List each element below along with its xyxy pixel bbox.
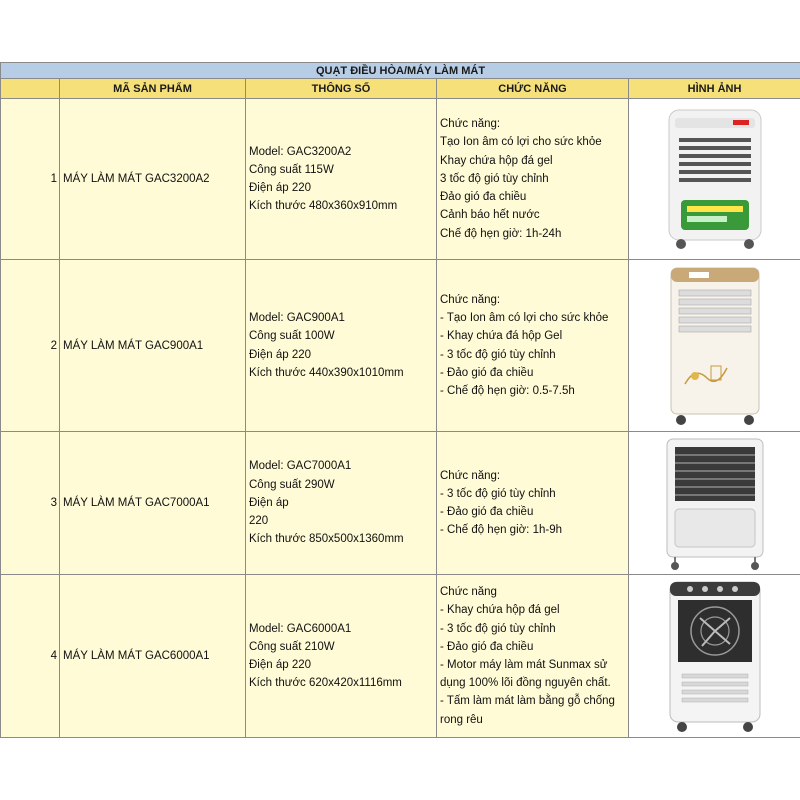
spec-line: Điện áp 220: [249, 659, 312, 671]
feature-line: Chế độ hẹn giờ: 1h-24h: [440, 227, 562, 240]
feature-line: Tạo Ion âm có lợi cho sức khỏe: [440, 136, 602, 149]
spec-line: Kích thước 850x500x1360mm: [249, 533, 404, 546]
table-row: [1, 432, 800, 575]
product-name: MÁY LÀM MÁT GAC6000A1: [60, 575, 246, 738]
spec-line: Điện áp: [249, 496, 289, 509]
feature-line: - Đảo gió đa chiều: [440, 366, 534, 379]
air-cooler-industrial-grille-icon: [655, 435, 775, 571]
header-code: MÃ SẢN PHẨM: [60, 79, 246, 99]
spec-line: Công suất 100W: [249, 330, 335, 343]
product-image-cell: [629, 432, 800, 575]
product-name: MÁY LÀM MÁT GAC3200A2: [60, 99, 246, 260]
spec-line: Công suất 115W: [249, 163, 334, 176]
spec-line: Công suất 210W: [249, 640, 335, 653]
product-name: MÁY LÀM MÁT GAC7000A1: [60, 432, 246, 575]
feature-line: Chức năng:: [440, 469, 501, 482]
row-index: 3: [1, 432, 60, 575]
feature-line: Khay chứa hộp đá gel: [440, 154, 553, 167]
feature-line: - Motor máy làm mát Sunmax sử dụng 100% lõi đồng nguyên chất.: [440, 659, 611, 690]
product-image-cell: [629, 260, 800, 432]
spec-line: 220: [249, 515, 269, 528]
feature-line: Chức năng:: [440, 293, 501, 306]
feature-line: Chức năng: [440, 586, 497, 599]
spec-line: Model: GAC900A1: [249, 312, 345, 325]
spec-line: Kích thước 480x360x910mm: [249, 200, 398, 213]
spec-line: Kích thước 440x390x1010mm: [249, 366, 404, 379]
product-features: [437, 575, 629, 738]
feature-line: - Đảo gió đa chiều: [440, 506, 534, 518]
feature-line: - Tấm làm mát làm bằng gỗ chống rong rêu: [440, 695, 615, 726]
product-features: [437, 260, 629, 432]
header-features: CHỨC NĂNG: [437, 79, 629, 99]
table-row: [1, 99, 800, 260]
feature-line: - Tạo Ion âm có lợi cho sức khỏe: [440, 312, 609, 325]
air-cooler-fan-front-icon: [660, 578, 770, 734]
feature-line: - Chế độ hẹn giờ: 0.5-7.5h: [440, 384, 575, 397]
feature-line: - Chế độ hẹn giờ: 1h-9h: [440, 524, 562, 537]
spec-line: Model: GAC6000A1: [249, 622, 352, 635]
feature-line: - Đảo gió đa chiều: [440, 640, 534, 653]
spec-line: Công suất 290W: [249, 478, 335, 491]
spec-line: Model: GAC3200A2: [249, 145, 352, 158]
product-image-cell: [629, 575, 800, 738]
spec-line: Điện áp 220: [249, 348, 312, 361]
feature-line: Cảnh báo hết nước: [440, 209, 540, 222]
row-index: 4: [1, 575, 60, 738]
product-specs: [246, 575, 437, 738]
feature-line: - 3 tốc độ gió tùy chỉnh: [440, 348, 556, 361]
row-index: 1: [1, 99, 60, 260]
header-index: [1, 79, 60, 99]
table-row: [1, 260, 800, 432]
feature-line: Đảo gió đa chiều: [440, 191, 527, 204]
header-row: [1, 79, 800, 99]
feature-line: 3 tốc độ gió tùy chỉnh: [440, 172, 549, 185]
feature-line: - Khay chứa hộp đá gel: [440, 604, 560, 617]
product-image-cell: [629, 99, 800, 260]
product-features: [437, 99, 629, 260]
air-cooler-white-floral-icon: [655, 264, 775, 428]
table-row: [1, 575, 800, 738]
product-specs: [246, 99, 437, 260]
product-features: [437, 432, 629, 575]
table-title: QUẠT ĐIỀU HÒA/MÁY LÀM MÁT: [1, 63, 800, 79]
feature-line: - 3 tốc độ gió tùy chỉnh: [440, 622, 556, 635]
header-specs: THÔNG SỐ: [246, 79, 437, 99]
air-cooler-white-green-label-icon: [655, 104, 775, 254]
feature-line: - 3 tốc độ gió tùy chỉnh: [440, 487, 556, 500]
product-specs: [246, 260, 437, 432]
row-index: 2: [1, 260, 60, 432]
product-specs: [246, 432, 437, 575]
spec-line: Model: GAC7000A1: [249, 460, 352, 473]
feature-line: - Khay chứa đá hộp Gel: [440, 330, 563, 343]
spec-line: Kích thước 620x420x1116mm: [249, 677, 402, 690]
header-image: HÌNH ẢNH: [629, 79, 800, 99]
feature-line: Chức năng:: [440, 118, 501, 131]
title-row: [1, 63, 800, 79]
spec-line: Điện áp 220: [249, 182, 312, 194]
product-name: MÁY LÀM MÁT GAC900A1: [60, 260, 246, 432]
product-table: [0, 62, 800, 738]
